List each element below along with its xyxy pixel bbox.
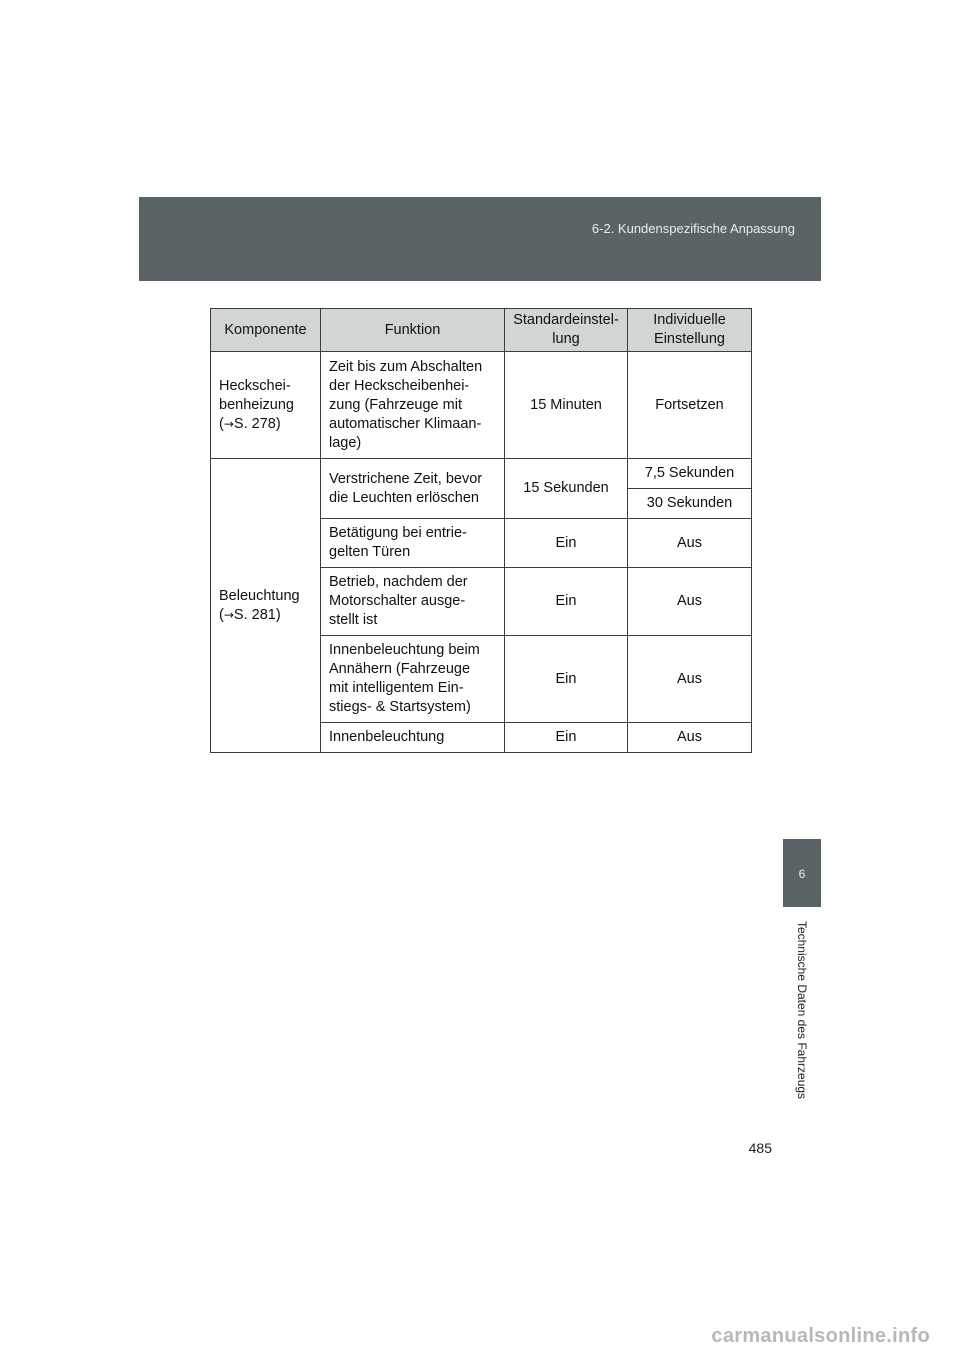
page-reference: S. 281) — [233, 606, 281, 623]
custom-cell: Aus — [628, 636, 752, 723]
table-row — [211, 459, 752, 489]
section-header — [139, 197, 821, 281]
header-function: Funktion — [321, 309, 505, 352]
component-cell: Heckschei- benheizung (→S. 278) — [211, 352, 321, 459]
header-custom: Individuelle Einstellung — [628, 309, 752, 352]
default-cell: 15 Minuten — [505, 352, 628, 459]
chapter-tab — [783, 839, 821, 907]
function-cell: Betrieb, nachdem der Motorschalter ausge- stellt ist — [321, 568, 505, 636]
chapter-number: 6 — [798, 867, 806, 881]
function-cell: Innenbeleuchtung — [321, 723, 505, 753]
page-number: 485 — [748, 1140, 772, 1156]
custom-cell: Aus — [628, 568, 752, 636]
header-component: Komponente — [211, 309, 321, 352]
reference-arrow-icon: → — [223, 416, 234, 431]
custom-cell: 7,5 Sekunden — [628, 459, 752, 489]
default-cell: Ein — [505, 519, 628, 568]
section-title: 6-2. Kundenspezifische Anpassung — [591, 221, 795, 236]
watermark: carmanualsonline.info — [711, 1325, 930, 1347]
custom-cell: Aus — [628, 519, 752, 568]
default-cell: Ein — [505, 568, 628, 636]
reference-arrow-icon: → — [223, 607, 234, 622]
settings-table — [210, 308, 752, 753]
default-cell: Ein — [505, 723, 628, 753]
default-cell: Ein — [505, 636, 628, 723]
function-cell: Innenbeleuchtung beim Annähern (Fahrzeuge mit intelligentem Ein- stiegs- & Startsystem) — [321, 636, 505, 723]
custom-cell: Aus — [628, 723, 752, 753]
page-reference: S. 278) — [233, 415, 281, 432]
function-cell: Betätigung bei entrie- gelten Türen — [321, 519, 505, 568]
component-name: Heckschei- benheizung — [219, 377, 294, 413]
table-header-row — [211, 309, 752, 352]
chapter-title: Technische Daten des Fahrzeugs — [795, 920, 809, 1100]
function-cell: Zeit bis zum Abschalten der Heckscheibenhei- zung (Fahrzeuge mit automatischer Klimaan- lage) — [321, 352, 505, 459]
function-cell: Verstrichene Zeit, bevor die Leuchten erlöschen — [321, 459, 505, 519]
custom-cell: 30 Sekunden — [628, 489, 752, 519]
table-row — [211, 352, 752, 459]
header-default: Standardeinstel- lung — [505, 309, 628, 352]
custom-cell: Fortsetzen — [628, 352, 752, 459]
component-cell: Beleuchtung (→S. 281) — [211, 459, 321, 753]
component-name: Beleuchtung — [219, 587, 300, 604]
default-cell: 15 Sekunden — [505, 459, 628, 519]
